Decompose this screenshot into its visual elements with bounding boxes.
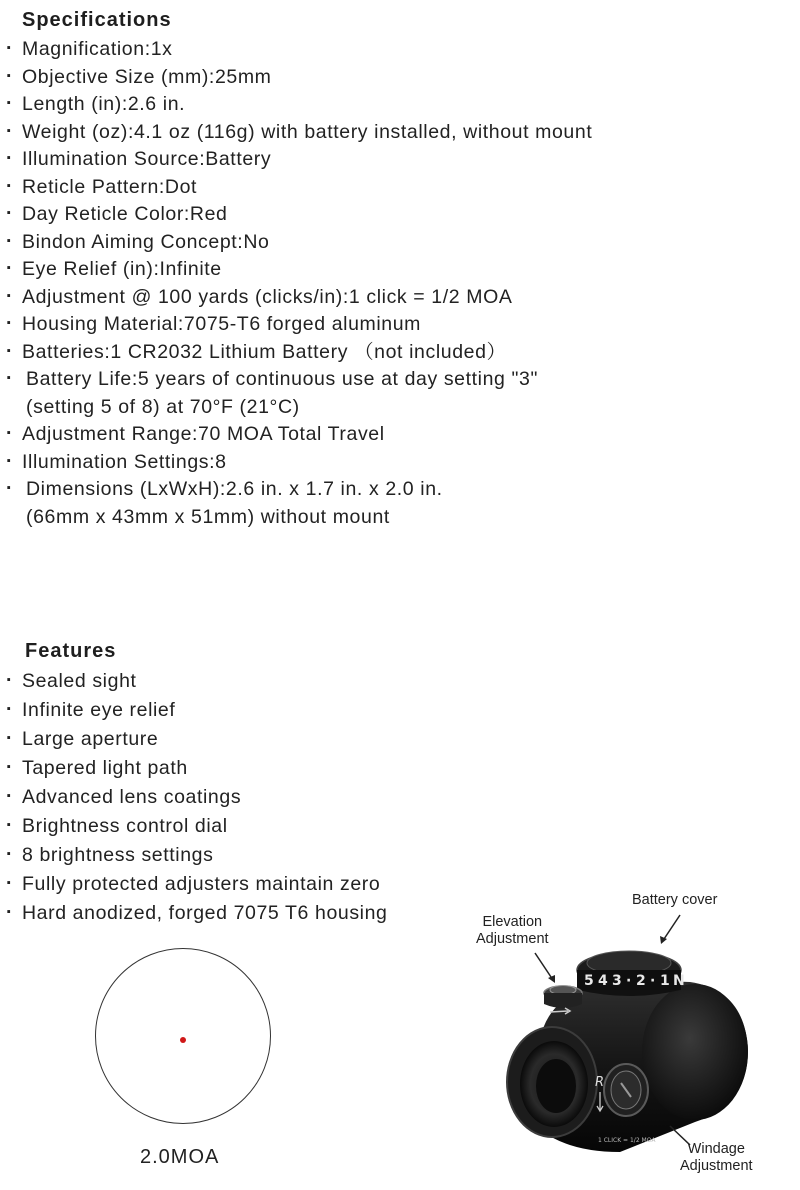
windage-callout — [680, 1141, 753, 1175]
spec-item — [4, 421, 592, 449]
feature-item: · Tapered light path — [4, 754, 388, 783]
spec-item-text: Bindon Aiming Concept:No — [22, 230, 270, 253]
spec-item — [4, 229, 592, 257]
dial-number: · — [626, 973, 632, 989]
windage-callout-line2: Adjustment — [680, 1158, 753, 1174]
spec-item — [4, 284, 592, 312]
spec-item-text: Length (in):2.6 in. — [22, 93, 186, 115]
specifications-title: Specifications — [22, 9, 172, 31]
elevation-callout — [476, 914, 549, 948]
elevation-callout-line1: Elevation — [482, 914, 543, 930]
battery-cover-callout: Battery cover — [632, 892, 718, 908]
spec-item-text: Illumination Source:Battery — [22, 148, 272, 170]
feature-item: · Large aperture — [4, 725, 388, 754]
spec-item — [4, 201, 592, 229]
spec-item — [4, 146, 592, 174]
spec-item — [4, 64, 592, 92]
feature-item: · Sealed sight — [4, 667, 388, 696]
spec-item-text: Adjustment Range:70 MOA Total Travel — [22, 423, 385, 445]
feature-item: · Brightness control dial — [4, 812, 388, 841]
feature-item: · Advanced lens coatings — [4, 783, 388, 812]
dial-number: 2 — [636, 973, 646, 989]
specifications-list — [4, 36, 592, 531]
spec-item-text: Adjustment @ 100 yards (clicks/in):1 click = 1/2 MOA — [22, 285, 513, 308]
spec-item-text: Eye Relief (in):Infinite — [22, 258, 222, 280]
spec-item-text: Weight (oz):4.1 oz (116g) with battery installed, without mount — [22, 120, 593, 143]
spec-item-text: Battery Life:5 years of continuous use at day setting "3" — [26, 368, 538, 390]
spec-item-text: Dimensions (LxWxH):2.6 in. x 1.7 in. x 2.0 in. — [26, 478, 443, 500]
spec-item — [4, 91, 592, 119]
feature-item: · Hard anodized, forged 7075 T6 housing — [4, 899, 388, 928]
feature-item: · Infinite eye relief — [4, 696, 388, 725]
battery-cover-pointer — [662, 915, 680, 942]
reticle-label: 2.0MOA — [140, 1146, 220, 1168]
features-list — [4, 667, 388, 928]
turret-letter: R — [595, 1075, 605, 1090]
spec-item — [4, 36, 592, 64]
features-title: Features — [25, 640, 117, 662]
spec-item — [4, 449, 592, 477]
spec-item-text: Batteries:1 CR2032 Lithium Battery （not included） — [22, 340, 507, 363]
feature-item: · Fully protected adjusters maintain zero — [4, 870, 388, 899]
dial-number: · — [650, 973, 656, 989]
spec-item — [4, 119, 592, 147]
reticle-dot — [180, 1037, 186, 1043]
spec-item-text-continued: (setting 5 of 8) at 70°F (21°C) — [26, 395, 300, 418]
spec-item-text-continued: (66mm x 43mm x 51mm) without mount — [26, 505, 390, 528]
spec-item — [4, 256, 592, 284]
spec-item-text: Illumination Settings:8 — [22, 450, 227, 473]
dial-number: N — [673, 973, 685, 989]
spec-item — [4, 174, 592, 202]
reticle-circle — [95, 948, 271, 1124]
spec-item — [4, 311, 592, 339]
elevation-pointer — [535, 953, 553, 980]
dial-number: 4 — [598, 973, 608, 989]
feature-item: · 8 brightness settings — [4, 841, 388, 870]
body-marking: 1 CLICK = 1/2 MOA — [598, 1137, 656, 1144]
spec-item — [4, 366, 592, 421]
spec-item-text: Day Reticle Color:Red — [22, 203, 228, 225]
elevation-callout-line2: Adjustment — [476, 931, 549, 947]
spec-item — [4, 339, 592, 367]
spec-item-text: Reticle Pattern:Dot — [22, 175, 198, 198]
spec-item — [4, 476, 592, 531]
spec-item-text: Magnification:1x — [22, 38, 173, 60]
windage-callout-line1: Windage — [687, 1141, 745, 1157]
spec-item-text: Objective Size (mm):25mm — [22, 65, 272, 88]
dial-number: 1 — [660, 973, 670, 989]
spec-item-text: Housing Material:7075-T6 forged aluminum — [22, 313, 422, 335]
dial-number: 5 — [584, 973, 594, 989]
dial-number: 3 — [612, 973, 622, 989]
